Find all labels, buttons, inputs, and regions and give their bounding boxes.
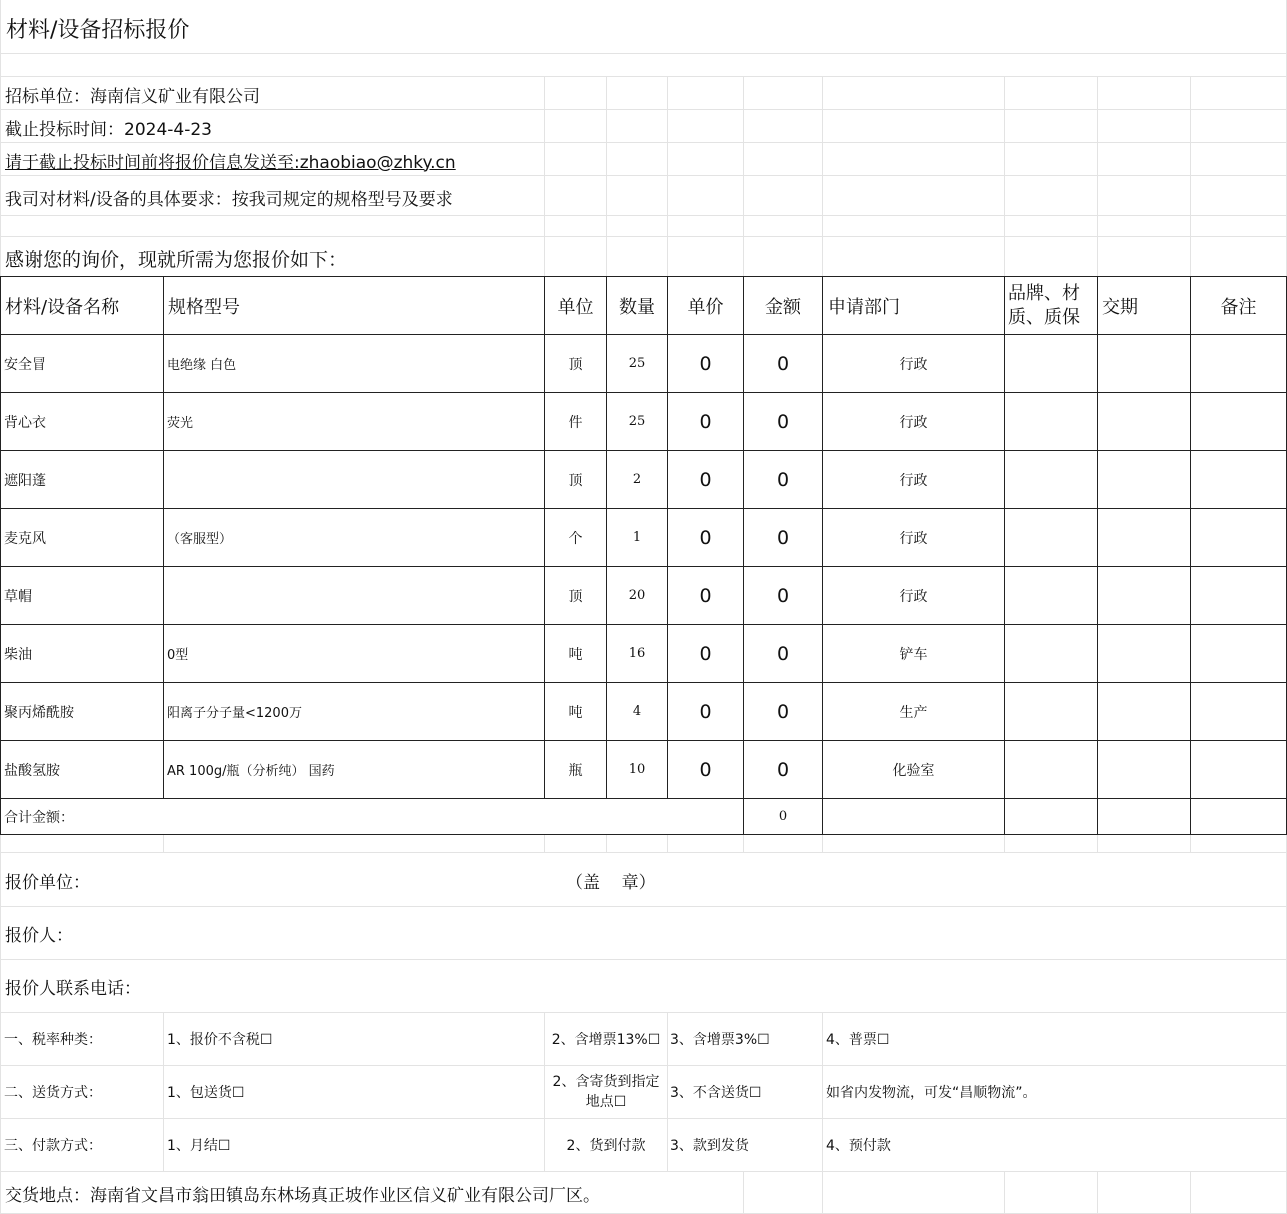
- row-amount: 0: [776, 526, 790, 549]
- payment-option-1[interactable]: 1、月结☐: [167, 1138, 231, 1154]
- quote-person-label: 报价人：: [5, 925, 73, 946]
- row-price: 0: [699, 700, 712, 723]
- row-dept: 化验室: [892, 762, 935, 779]
- row-amount: 0: [776, 352, 790, 375]
- header-dept: 申请部门: [828, 296, 900, 318]
- header-spec: 规格型号: [168, 296, 240, 318]
- total-label: 合计金额：: [4, 809, 74, 826]
- delivery-place: 交货地点：海南省文昌市翁田镇岛东林场真正坡作业区信义矿业有限公司厂区。: [5, 1185, 600, 1206]
- row-spec: 荧光: [167, 416, 194, 431]
- row-unit: 件: [568, 414, 583, 431]
- row-spec: （客服型）: [167, 532, 233, 547]
- row-name: 遮阳蓬: [4, 472, 46, 489]
- header-amount: 金额: [765, 296, 801, 318]
- row-unit: 吨: [568, 646, 583, 663]
- row-dept: 行政: [899, 414, 928, 431]
- email-note-link[interactable]: 请于截止投标时间前将报价信息发送至:zhaobiao@zhky.cn: [5, 152, 456, 173]
- row-unit: 顶: [568, 356, 583, 373]
- delivery-option-1[interactable]: 1、包送货☐: [167, 1085, 245, 1101]
- tax-option-3[interactable]: 3、含增票3%☐: [670, 1032, 770, 1048]
- row-dept: 铲车: [899, 646, 928, 663]
- header-price: 单价: [687, 296, 724, 318]
- quote-unit-label: 报价单位：: [5, 872, 90, 893]
- delivery-option-3[interactable]: 3、不含送货☐: [670, 1085, 762, 1101]
- row-spec: 0型: [167, 648, 189, 663]
- tax-option-1[interactable]: 1、报价不含税☐: [167, 1032, 273, 1048]
- header-lead-time: 交期: [1102, 296, 1138, 318]
- header-name: 材料/设备名称: [5, 296, 120, 318]
- payment-option-4: 4、预付款: [826, 1138, 891, 1154]
- row-qty: 25: [628, 414, 646, 429]
- row-price: 0: [699, 410, 712, 433]
- row-qty: 1: [632, 530, 642, 545]
- row-name: 盐酸氢胺: [4, 762, 60, 779]
- row-unit: 顶: [568, 472, 583, 489]
- row-unit: 瓶: [568, 762, 583, 779]
- requirement-line: 我司对材料/设备的具体要求：按我司规定的规格型号及要求: [5, 189, 453, 210]
- tax-option-2[interactable]: 2、含增票13%☐: [551, 1032, 661, 1048]
- payment-option-2: 2、货到付款: [566, 1138, 646, 1154]
- row-dept: 行政: [899, 588, 928, 605]
- delivery-option-2[interactable]: 2、含寄货到指定地点☐: [552, 1073, 660, 1110]
- row-qty: 20: [628, 588, 646, 603]
- row-name: 聚丙烯酰胺: [4, 704, 74, 721]
- seal-label: （盖 章）: [566, 872, 656, 893]
- row-dept: 生产: [899, 704, 928, 721]
- quote-phone-label: 报价人联系电话：: [5, 978, 141, 999]
- header-brand: 品牌、材质、质保: [1008, 283, 1080, 328]
- row-spec: 阳离子分子量<1200万: [167, 706, 302, 721]
- intro-line: 感谢您的询价，现就所需为您报价如下：: [5, 248, 348, 271]
- row-spec: AR 100g/瓶（分析纯） 国药: [167, 764, 335, 779]
- row-price: 0: [699, 584, 712, 607]
- row-price: 0: [699, 642, 712, 665]
- row-amount: 0: [776, 642, 790, 665]
- row-unit: 吨: [568, 704, 583, 721]
- row-price: 0: [699, 758, 712, 781]
- header-unit: 单位: [557, 296, 594, 318]
- header-remarks: 备注: [1220, 296, 1257, 318]
- page-title: 材料/设备招标报价: [6, 17, 190, 43]
- deadline-line: 截止投标时间：2024-4-23: [5, 119, 212, 140]
- row-amount: 0: [776, 410, 790, 433]
- row-price: 0: [699, 468, 712, 491]
- tax-label: 一、税率种类：: [4, 1032, 102, 1048]
- delivery-label: 二、送货方式：: [4, 1085, 102, 1101]
- row-amount: 0: [776, 584, 790, 607]
- row-unit: 个: [568, 530, 583, 547]
- row-spec: 电绝缘 白色: [167, 358, 237, 373]
- tax-option-4[interactable]: 4、普票☐: [826, 1032, 890, 1048]
- row-qty: 2: [632, 472, 642, 487]
- row-dept: 行政: [899, 530, 928, 547]
- row-qty: 25: [628, 356, 646, 371]
- payment-label: 三、付款方式：: [4, 1138, 102, 1154]
- row-price: 0: [699, 526, 712, 549]
- total-value: 0: [778, 809, 788, 824]
- row-name: 柴油: [4, 646, 32, 663]
- row-dept: 行政: [899, 356, 928, 373]
- row-amount: 0: [776, 468, 790, 491]
- bidder-line: 招标单位：海南信义矿业有限公司: [5, 86, 260, 107]
- row-name: 背心衣: [4, 414, 46, 431]
- row-name: 草帽: [4, 588, 32, 605]
- delivery-note: 如省内发物流，可发“昌顺物流”。: [826, 1085, 1037, 1101]
- row-amount: 0: [776, 700, 790, 723]
- row-qty: 4: [632, 704, 642, 719]
- row-qty: 10: [628, 762, 646, 777]
- payment-option-3: 3、款到发货: [670, 1138, 749, 1154]
- header-qty: 数量: [619, 296, 655, 318]
- row-price: 0: [699, 352, 712, 375]
- row-unit: 顶: [568, 588, 583, 605]
- row-dept: 行政: [899, 472, 928, 489]
- row-name: 安全冒: [4, 356, 46, 373]
- row-qty: 16: [628, 646, 646, 661]
- row-amount: 0: [776, 758, 790, 781]
- row-name: 麦克风: [4, 530, 46, 547]
